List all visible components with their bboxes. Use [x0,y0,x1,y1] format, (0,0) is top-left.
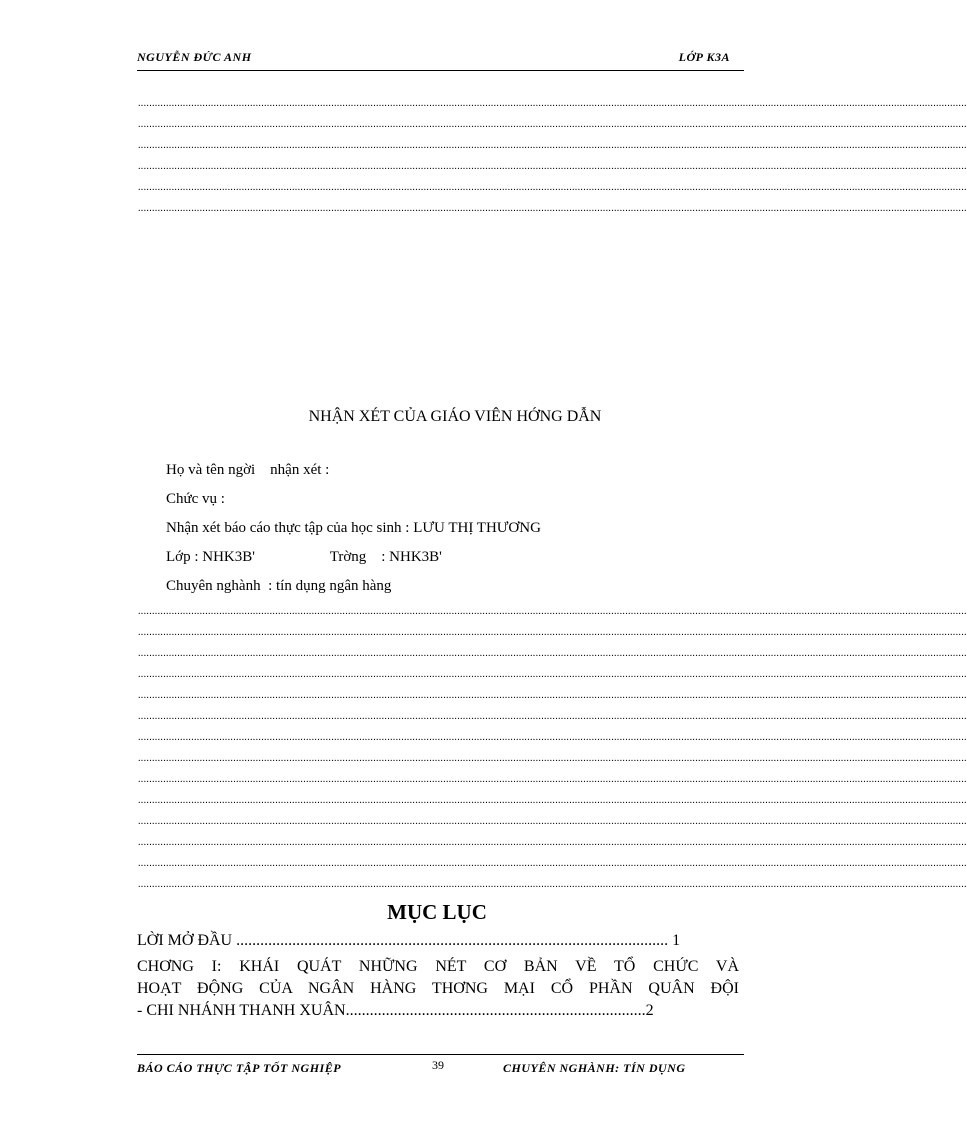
reviewer-name-field: Họ và tên ngời nhận xét : [166,462,330,478]
dotted-line: ........................................................................................................................................................................................................................................................................................................ [138,753,967,764]
toc-entry-chapter1-line1: CHƠNG I: KHÁI QUÁT NHỮNG NÉT CƠ BẢN VỀ TỔ CHỨC VÀ [137,958,739,975]
dotted-line: ........................................................................................................................................................................................................................................................................................................ [138,858,967,869]
position-field: Chức vụ : [166,491,225,507]
footer-report-title: BÁO CÁO THỰC TẬP TỐT NGHIỆP [137,1061,342,1075]
dotted-line: ........................................................................................................................................................................................................................................................................................................ [138,795,967,806]
toc-entry-chapter1-line3: - CHI NHÁNH THANH XUÂN...........................................................................2 [137,1002,654,1019]
dotted-line: ........................................................................................................................................................................................................................................................................................................ [138,606,967,617]
dotted-line: ........................................................................................................................................................................................................................................................................................................ [138,690,967,701]
page-header [137,50,744,71]
dotted-line: ........................................................................................................................................................................................................................................................................................................ [138,140,967,151]
toc-entry-intro: LỜI MỞ ĐẦU ............................................................................................................ 1 [137,932,681,949]
page-number: 39 [432,1058,444,1072]
dotted-line: ........................................................................................................................................................................................................................................................................................................ [138,161,967,172]
toc-entry-chapter1-line2: HOẠT ĐỘNG CỦA NGÂN HÀNG THƠNG MẠI CỔ PHẦN QUÂN ĐỘI [137,980,739,997]
header-class: LỚP K3A [678,50,730,64]
dotted-line: ........................................................................................................................................................................................................................................................................................................ [138,203,967,214]
dotted-line: ........................................................................................................................................................................................................................................................................................................ [138,732,967,743]
dotted-line: ........................................................................................................................................................................................................................................................................................................ [138,711,967,722]
dotted-line: ........................................................................................................................................................................................................................................................................................................ [138,669,967,680]
dotted-line: ........................................................................................................................................................................................................................................................................................................ [138,774,967,785]
dotted-line: ........................................................................................................................................................................................................................................................................................................ [138,837,967,848]
header-author: NGUYỄN ĐỨC ANH [137,50,252,64]
dotted-line: ........................................................................................................................................................................................................................................................................................................ [138,98,967,109]
student-field: Nhận xét báo cáo thực tập của học sinh : LƯU THỊ THƯƠNG [166,520,541,536]
toc-title: MỤC LỤC [387,900,487,924]
dotted-line: ........................................................................................................................................................................................................................................................................................................ [138,182,967,193]
class-school-field: Lớp : NHK3B' Trờng : NHK3B' [166,549,442,565]
major-field: Chuyên nghành : tín dụng ngân hàng [166,578,392,594]
dotted-line: ........................................................................................................................................................................................................................................................................................................ [138,879,967,890]
review-title: NHẬN XÉT CỦA GIÁO VIÊN HỚNG DẪN [308,408,602,425]
dotted-line: ........................................................................................................................................................................................................................................................................................................ [138,119,967,130]
dotted-line: ........................................................................................................................................................................................................................................................................................................ [138,627,967,638]
footer-major: CHUYÊN NGHÀNH: TÍN DỤNG [503,1061,686,1075]
dotted-line: ........................................................................................................................................................................................................................................................................................................ [138,648,967,659]
dotted-line: ........................................................................................................................................................................................................................................................................................................ [138,816,967,827]
footer-divider [137,1054,744,1055]
